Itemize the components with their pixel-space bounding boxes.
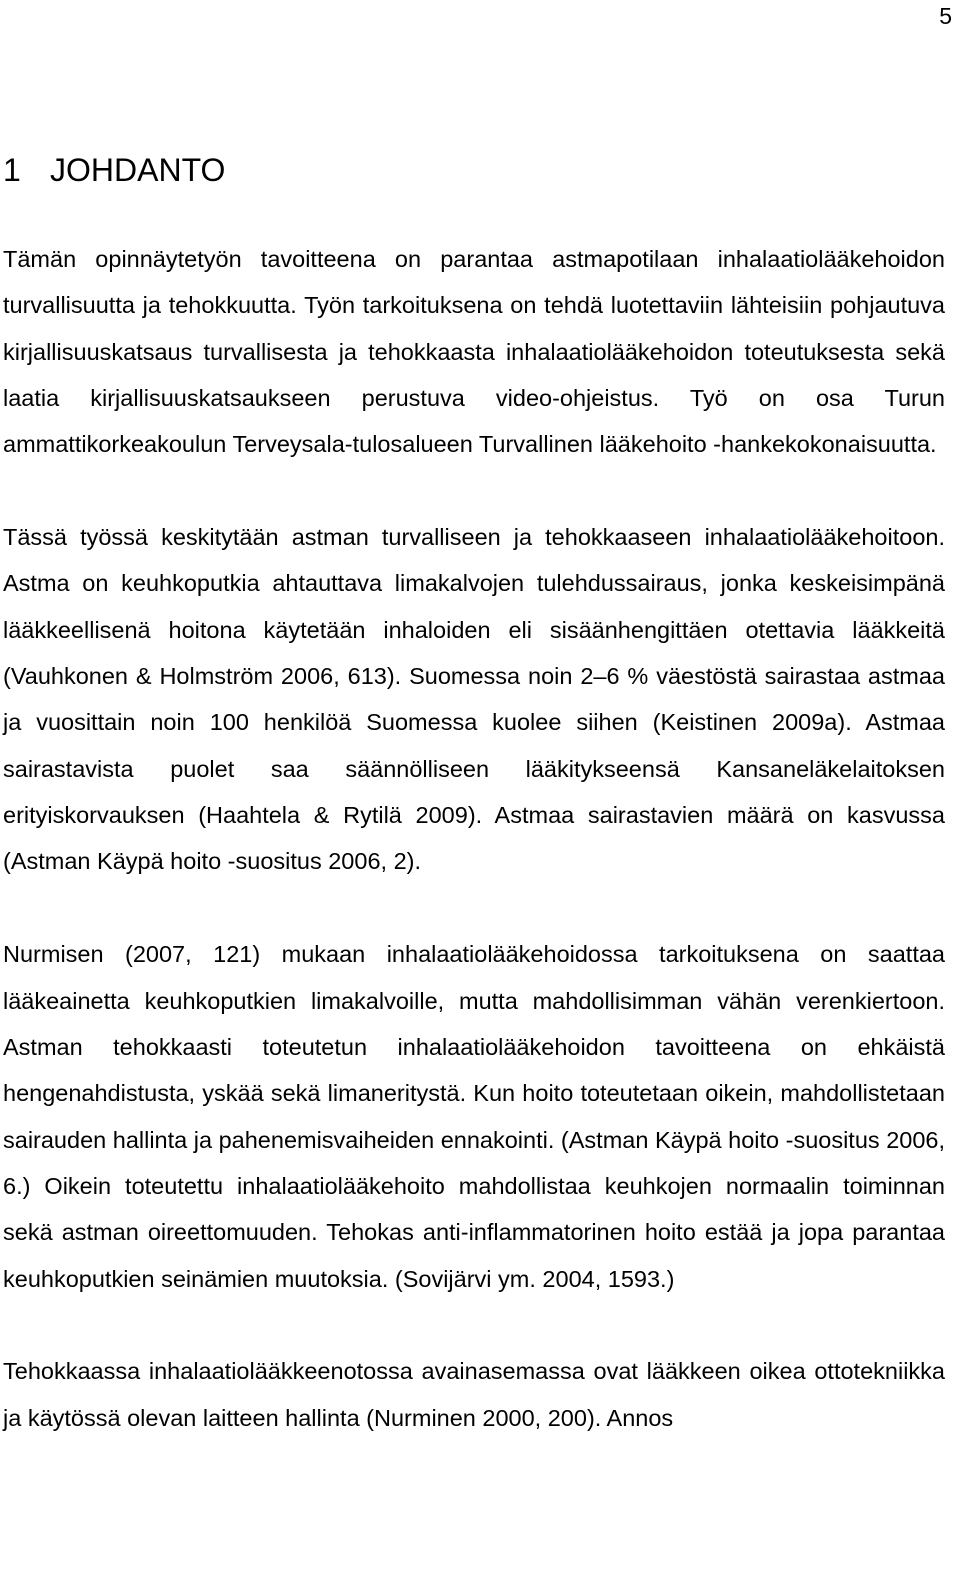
paragraph-2: Tässä työssä keskitytään astman turvalliseen ja tehokkaaseen inhalaatiolääkehoitoon. Astma on keuhkoputkia ahtauttava limakalvojen tulehdussairaus, jonka keskeisimpänä lääkkeellisenä hoitona käytetään inhaloiden eli sisäänhengittäen otettavia lääkkeitä (Vauhkonen & Holmström 2006, 613). Suomessa noin 2–6 % väestöstä sairastaa astmaa ja vuosittain noin 100 henkilöä Suomessa kuolee siihen (Keistinen 2009a). Astmaa sairastavista puolet saa säännölliseen lääkitykseensä Kansaneläkelaitoksen erityiskorvauksen (Haahtela & Rytilä 2009). Astmaa sairastavien määrä on kasvussa (Astman Käypä hoito -suositus 2006, 2). <box>3 524 945 875</box>
chapter-number: 1 <box>3 152 21 188</box>
paragraph-3: Nurmisen (2007, 121) mukaan inhalaatiolääkehoidossa tarkoituksena on saattaa lääkeainetta keuhkoputkien limakalvoille, mutta mahdollisimman vähän verenkiertoon. Astman tehokkaasti toteutetun inhalaatiolääkehoidon tavoitteena on ehkäistä hengenahdistusta, yskää sekä limaneritystä. Kun hoito toteutetaan oikein, mahdollistetaan sairauden hallinta ja pahenemisvaiheiden ennakointi. (Astman Käypä hoito -suositus 2006, 6.) Oikein toteutettu inhalaatiolääkehoito mahdollistaa keuhkojen normaalin toiminnan sekä astman oireettomuuden. Tehokas anti-inflammatorinen hoito estää ja jopa parantaa keuhkoputkien seinämien muutoksia. (Sovijärvi ym. 2004, 1593.) <box>3 941 945 1292</box>
paragraph-4: Tehokkaassa inhalaatiolääkkeenotossa avainasemassa ovat lääkkeen oikea ottotekniikka ja käytössä olevan laitteen hallinta (Nurminen 2000, 200). Annos <box>3 1358 945 1431</box>
body-text <box>3 236 945 1441</box>
paragraph-1: Tämän opinnäytetyön tavoitteena on parantaa astmapotilaan inhalaatiolääkehoidon turvallisuutta ja tehokkuutta. Työn tarkoituksena on tehdä luotettaviin lähteisiin pohjautuva kirjallisuuskatsaus turvallisesta ja tehokkaasta inhalaatiolääkehoidon toteutuksesta sekä laatia kirjallisuuskatsaukseen perustuva video-ohjeistus. Työ on osa Turun ammattikorkeakoulun Terveysala-tulosalueen Turvallinen lääkehoito -hankekokonaisuutta. <box>3 246 945 458</box>
page-number: 5 <box>939 3 952 29</box>
chapter-title: JOHDANTO <box>50 152 226 188</box>
chapter-heading <box>3 150 225 190</box>
